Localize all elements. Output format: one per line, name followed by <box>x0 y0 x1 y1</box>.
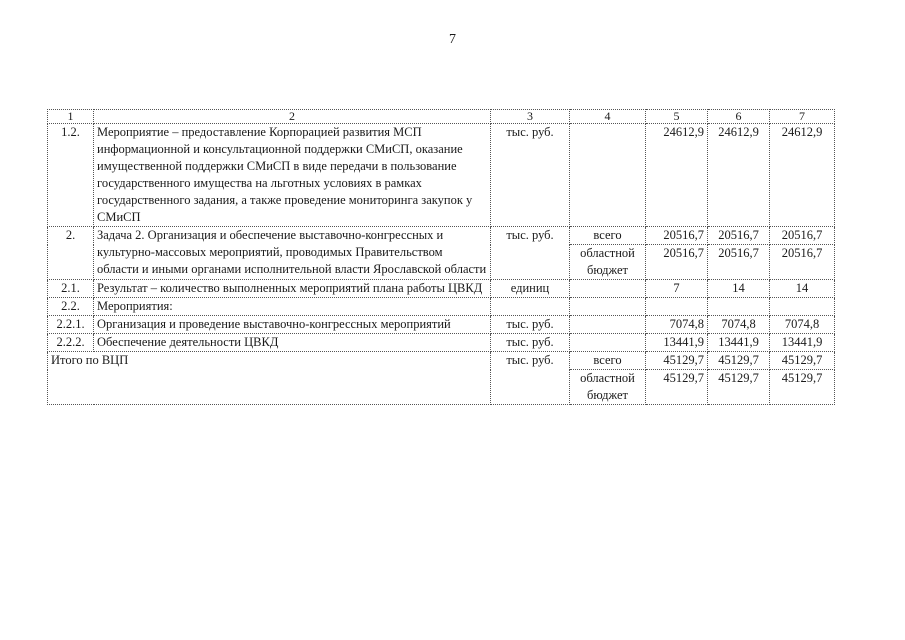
table-row <box>48 352 835 370</box>
header-cell: 7 <box>770 110 835 124</box>
row-value-7: 24612,9 <box>770 124 835 227</box>
row-value-6: 20516,7 <box>708 245 770 280</box>
table-row <box>48 280 835 298</box>
row-value-7: 45129,7 <box>770 370 835 405</box>
row-source: областной бюджет <box>570 245 646 280</box>
row-source: областной бюджет <box>570 370 646 405</box>
row-value-6: 24612,9 <box>708 124 770 227</box>
header-cell: 6 <box>708 110 770 124</box>
header-cell: 2 <box>94 110 491 124</box>
header-cell: 3 <box>491 110 570 124</box>
row-unit: тыс. руб. <box>491 352 570 405</box>
row-value-5: 20516,7 <box>646 227 708 245</box>
empty-cell <box>708 298 770 316</box>
table-row <box>48 298 835 316</box>
row-number: 2.1. <box>48 280 94 298</box>
row-number: 2.2.2. <box>48 334 94 352</box>
row-source <box>570 316 646 334</box>
row-source <box>570 334 646 352</box>
header-cell: 4 <box>570 110 646 124</box>
total-label: Итого по ВЦП <box>48 352 491 405</box>
row-value-5: 13441,9 <box>646 334 708 352</box>
page-number: 7 <box>449 32 456 47</box>
row-value-5: 7074,8 <box>646 316 708 334</box>
row-value-7: 13441,9 <box>770 334 835 352</box>
row-description: Обеспечение деятельности ЦВКД <box>94 334 491 352</box>
table-row <box>48 316 835 334</box>
row-value-5: 45129,7 <box>646 370 708 405</box>
row-unit: тыс. руб. <box>491 124 570 227</box>
table-row <box>48 124 835 227</box>
row-unit: тыс. руб. <box>491 227 570 280</box>
row-value-7: 14 <box>770 280 835 298</box>
row-value-6: 13441,9 <box>708 334 770 352</box>
row-number: 2.2.1. <box>48 316 94 334</box>
row-unit: единиц <box>491 280 570 298</box>
header-cell: 1 <box>48 110 94 124</box>
row-value-6: 45129,7 <box>708 352 770 370</box>
row-value-7: 20516,7 <box>770 227 835 245</box>
row-number: 2.2. <box>48 298 94 316</box>
row-description: Мероприятия: <box>94 298 491 316</box>
table-row <box>48 334 835 352</box>
row-value-6: 14 <box>708 280 770 298</box>
empty-cell <box>491 298 570 316</box>
row-description: Мероприятие – предоставление Корпорацией развития МСП информационной и консультационной поддержки СМиСП, оказание имущественной поддержки СМиСП в виде передачи в пользование государственного имущества на льготных условиях в рамках государственного задания, а также проведение мониторинга закупок у СМиСП <box>94 124 491 227</box>
row-source: всего <box>570 352 646 370</box>
program-table <box>47 109 835 405</box>
row-source <box>570 124 646 227</box>
header-cell: 5 <box>646 110 708 124</box>
table-header-row <box>48 110 835 124</box>
row-source <box>570 280 646 298</box>
empty-cell <box>770 298 835 316</box>
empty-cell <box>646 298 708 316</box>
row-source: всего <box>570 227 646 245</box>
row-value-5: 7 <box>646 280 708 298</box>
empty-cell <box>570 298 646 316</box>
row-number: 1.2. <box>48 124 94 227</box>
row-value-5: 24612,9 <box>646 124 708 227</box>
row-value-7: 45129,7 <box>770 352 835 370</box>
row-description: Задача 2. Организация и обеспечение выставочно-конгрессных и культурно-массовых мероприятий, проводимых Правительством области и иными органами исполнительной власти Ярославской области <box>94 227 491 280</box>
row-unit: тыс. руб. <box>491 334 570 352</box>
row-value-7: 7074,8 <box>770 316 835 334</box>
row-value-7: 20516,7 <box>770 245 835 280</box>
row-unit: тыс. руб. <box>491 316 570 334</box>
row-value-6: 20516,7 <box>708 227 770 245</box>
row-value-6: 7074,8 <box>708 316 770 334</box>
row-number: 2. <box>48 227 94 280</box>
row-value-5: 45129,7 <box>646 352 708 370</box>
row-value-5: 20516,7 <box>646 245 708 280</box>
row-description: Организация и проведение выставочно-конгрессных мероприятий <box>94 316 491 334</box>
row-description: Результат – количество выполненных мероприятий плана работы ЦВКД <box>94 280 491 298</box>
table-row <box>48 227 835 245</box>
row-value-6: 45129,7 <box>708 370 770 405</box>
